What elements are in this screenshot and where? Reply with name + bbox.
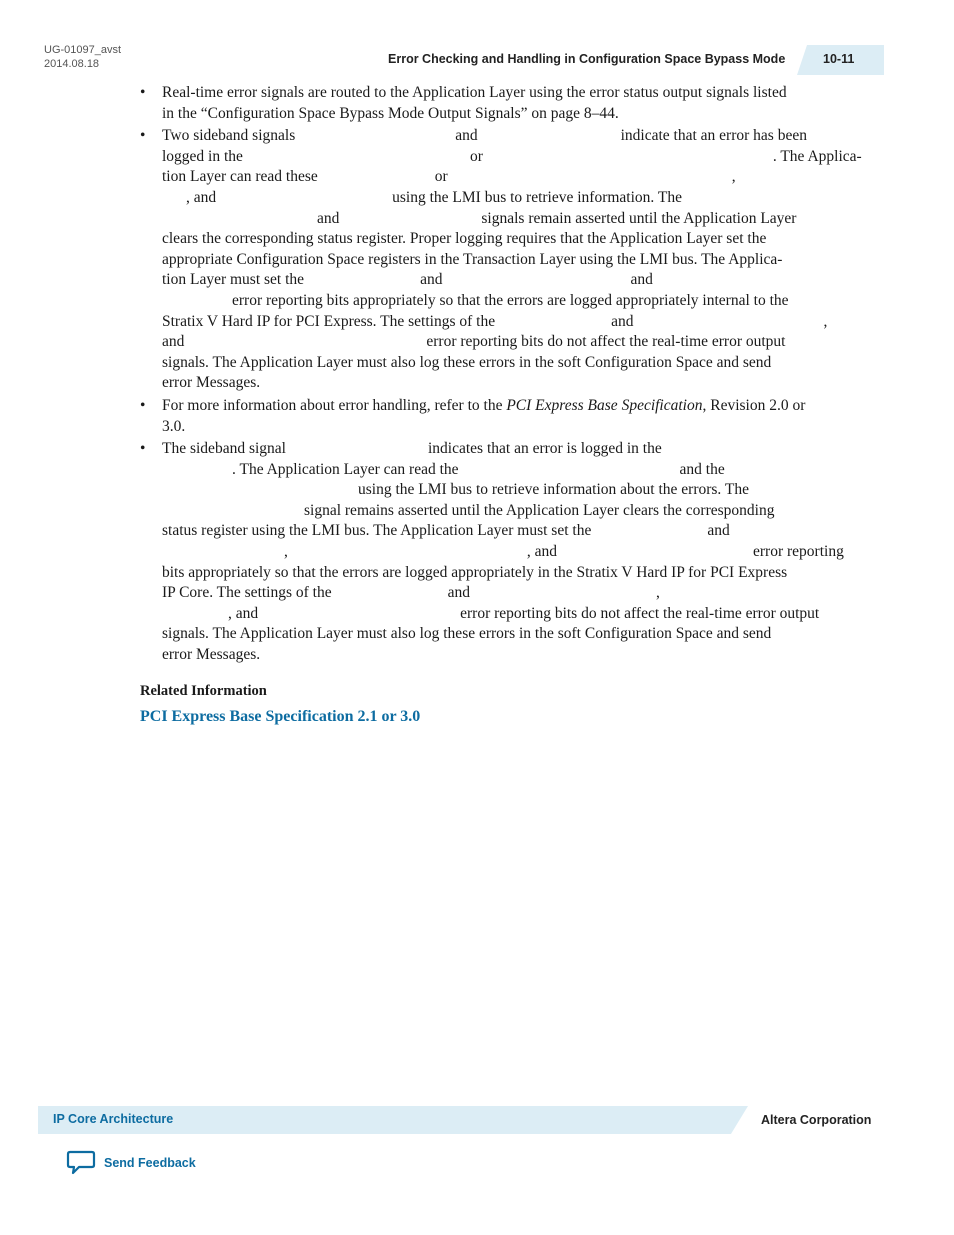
pci-spec-link[interactable]: PCI Express Base Specification 2.1 or 3.0 [140, 708, 421, 726]
document-id [44, 43, 121, 71]
page-number: 10-11 [823, 52, 855, 66]
footer-company: Altera Corporation [761, 1113, 872, 1127]
list-item: • Two sideband signals and indicate that an error has been logged in the or . The Applica- tion Layer can read these or , , and using the LMI bus to retrieve information. The and signals remain asserted until the Application Layer clears the corresponding status register. Proper logging requires that the Application Layer set the appropriate Configuration Space registers in the Transaction Layer using the LMI bus. The Applica- tion Layer must set the and and error reporting bits appropriately so that the errors are logged appropriately internal to the Stratix V Hard IP for PCI Express. The settings of the and , and error reporting bits do not affect the real‑time error output signals. The Application Layer must also log these errors in the soft Configuration Space and send error Messages. [140, 127, 862, 392]
footer-section-title[interactable]: IP Core Architecture [53, 1112, 174, 1126]
bullet-icon: • [140, 396, 146, 414]
bullet-icon: • [140, 127, 146, 145]
list-item: • Real-time error signals are routed to the Application Layer using the error status output signals listed in the “Configuration Space Bypass Mode Output Signals” on page 8–44. [140, 84, 787, 122]
doc-number: UG-01097_avst [44, 44, 122, 56]
bullet-list [140, 83, 872, 666]
send-feedback-label[interactable]: Send Feedback [104, 1156, 196, 1170]
doc-date: 2014.08.18 [44, 58, 100, 70]
spec-title: PCI Express Base Specification [506, 396, 703, 414]
related-information-heading: Related Information [140, 682, 267, 699]
bullet-icon: • [140, 440, 146, 458]
feedback-icon [66, 1150, 96, 1176]
main-content [140, 83, 872, 728]
bullet-icon: • [140, 84, 146, 101]
header-title: Error Checking and Handling in Configuration Space Bypass Mode [388, 52, 786, 66]
page-number-tab [797, 45, 884, 75]
list-item: • The sideband signal indicates that an error is logged in the . The Application Layer can read the and the using the LMI bus to retrieve information about the errors. The signal remains asserted until the Application Layer clears the corresponding status register using the LMI bus. The Application Layer must set the and , , and error reporting bits appropriately so that the errors are logged appropriately in the Stratix V Hard IP for PCI Express IP Core. The settings of the and , , and error reporting bits do not affect the real‑time error output signals. The Application Layer must also log these errors in the soft Configuration Space and send error Messages. [140, 440, 844, 664]
send-feedback-button[interactable] [66, 1150, 196, 1176]
list-item: • For more information about error handling, refer to the PCI Express Base Specification, Revision 2.0 or 3.0. [140, 396, 806, 435]
